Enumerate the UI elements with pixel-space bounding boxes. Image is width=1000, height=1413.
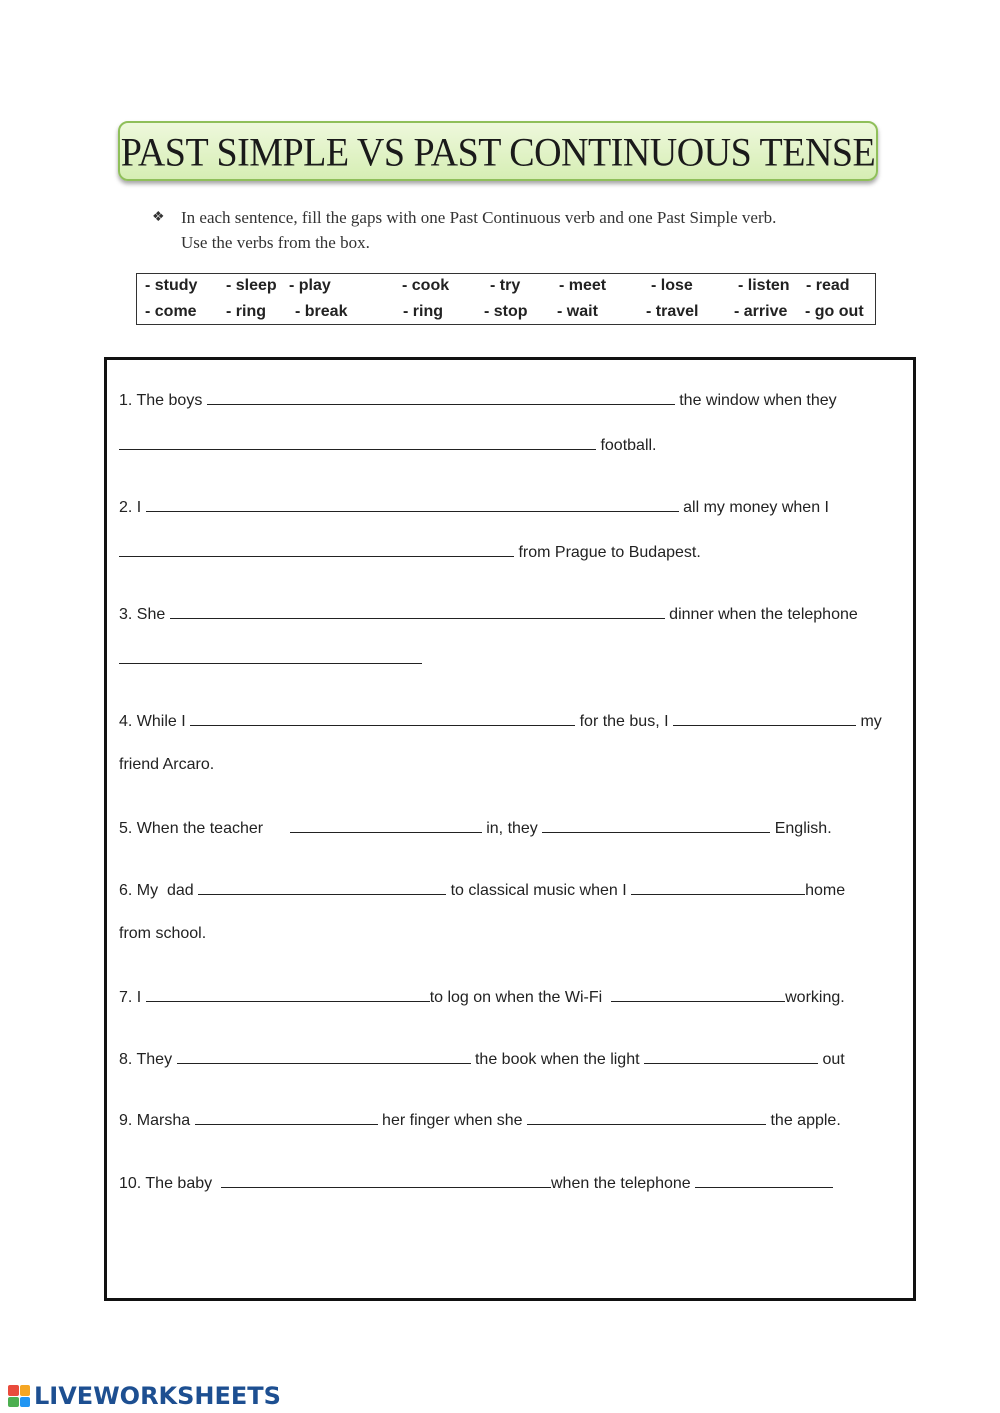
verb-item: - study	[145, 277, 198, 294]
exercise-6-line-2	[119, 925, 206, 943]
exercise-text: 7. I	[119, 989, 142, 1006]
verb-item: - ring	[226, 303, 266, 320]
exercise-text: when the telephone	[551, 1175, 691, 1192]
verb-box	[136, 273, 876, 325]
verb-item: - meet	[559, 277, 607, 294]
answer-blank[interactable]	[146, 987, 430, 1002]
logo-square	[8, 1385, 19, 1396]
exercise-1-line-1	[119, 390, 837, 410]
exercise-4-line-1	[119, 711, 882, 731]
answer-blank[interactable]	[207, 390, 675, 405]
answer-blank[interactable]	[119, 649, 422, 664]
title-banner	[118, 121, 878, 181]
answer-blank[interactable]	[190, 711, 575, 726]
answer-blank[interactable]	[195, 1110, 378, 1125]
exercise-text: the book when the light	[474, 1051, 640, 1068]
verb-item: - go out	[805, 303, 864, 320]
liveworksheets-logo[interactable]	[8, 1381, 281, 1411]
exercise-text: to classical music when I	[450, 882, 627, 899]
exercise-text: 1. The boys	[119, 392, 203, 409]
exercise-6-line-1	[119, 880, 845, 900]
exercise-text: my	[860, 713, 882, 730]
answer-blank[interactable]	[631, 880, 805, 895]
worksheet-title: PAST SIMPLE VS PAST CONTINUOUS TENSE	[120, 130, 876, 176]
verb-item: - try	[490, 277, 521, 294]
exercise-text: dinner when the telephone	[669, 606, 858, 623]
exercise-text: in, they	[486, 820, 538, 837]
verb-item: - break	[295, 303, 348, 320]
answer-blank[interactable]	[119, 542, 514, 557]
exercise-7-line-1	[119, 987, 845, 1007]
exercise-3-line-2	[119, 649, 422, 669]
exercise-1-line-2	[119, 435, 657, 455]
exercise-text: English.	[774, 820, 832, 837]
exercise-text: 4. While I	[119, 713, 186, 730]
answer-blank[interactable]	[119, 435, 596, 450]
exercise-text: from school.	[119, 925, 207, 942]
logo-square	[20, 1385, 31, 1396]
logo-square	[20, 1397, 31, 1408]
verb-item: - ring	[403, 303, 443, 320]
instructions	[152, 205, 872, 255]
exercise-text: out	[822, 1051, 845, 1068]
verb-item: - sleep	[226, 277, 277, 294]
answer-blank[interactable]	[644, 1049, 818, 1064]
exercise-text: 2. I	[119, 499, 142, 516]
verb-item: - cook	[402, 277, 450, 294]
exercise-text: to log on when the Wi-Fi	[429, 989, 603, 1006]
verb-item: - play	[289, 277, 331, 294]
exercise-text: 3. She	[119, 606, 166, 623]
exercise-text: her finger when she	[382, 1112, 523, 1129]
answer-blank[interactable]	[527, 1110, 766, 1125]
verb-item: - come	[145, 303, 197, 320]
instruction-line-2: Use the verbs from the box.	[181, 233, 370, 252]
answer-blank[interactable]	[177, 1049, 471, 1064]
exercise-text: the apple.	[770, 1112, 841, 1129]
exercise-text: friend Arcaro.	[119, 756, 215, 773]
instruction-line-1: In each sentence, fill the gaps with one Past Continuous verb and one Past Simple verb.	[181, 208, 777, 227]
exercise-4-line-2	[119, 756, 214, 774]
verb-item: - lose	[651, 277, 693, 294]
exercise-10-line-1	[119, 1173, 833, 1193]
exercise-text: working.	[785, 989, 845, 1006]
answer-blank[interactable]	[611, 987, 785, 1002]
verb-item: - listen	[738, 277, 790, 294]
answer-blank[interactable]	[146, 497, 679, 512]
answer-blank[interactable]	[542, 818, 770, 833]
diamond-bullet-icon: ❖	[152, 210, 165, 225]
exercise-text: from Prague to Budapest.	[518, 544, 701, 561]
answer-blank[interactable]	[673, 711, 856, 726]
exercise-8-line-1	[119, 1049, 845, 1069]
exercise-text: for the bus, I	[579, 713, 669, 730]
exercise-text: all my money when I	[683, 499, 829, 516]
liveworksheets-logo-icon	[8, 1385, 30, 1407]
logo-text: LIVEWORKSHEETS	[34, 1382, 281, 1410]
logo-square	[8, 1397, 19, 1408]
answer-blank[interactable]	[198, 880, 446, 895]
exercise-text: 8. They	[119, 1051, 173, 1068]
exercise-5-line-1	[119, 818, 832, 838]
verb-item: - stop	[484, 303, 528, 320]
exercise-text: 9. Marsha	[119, 1112, 191, 1129]
answer-blank[interactable]	[221, 1173, 551, 1188]
exercise-text: football.	[600, 437, 657, 454]
exercise-3-line-1	[119, 604, 858, 624]
exercise-text: 10. The baby	[119, 1175, 213, 1192]
answer-blank[interactable]	[695, 1173, 833, 1188]
exercise-9-line-1	[119, 1110, 841, 1130]
verb-item: - wait	[557, 303, 598, 320]
exercise-2-line-2	[119, 542, 701, 562]
verb-item: - travel	[646, 303, 699, 320]
answer-blank[interactable]	[170, 604, 665, 619]
exercise-text: 6. My dad	[119, 882, 194, 899]
exercise-text: home	[805, 882, 846, 899]
verb-item: - arrive	[734, 303, 788, 320]
exercise-text: the window when they	[679, 392, 837, 409]
exercise-text: 5. When the teacher	[119, 820, 264, 837]
answer-blank[interactable]	[290, 818, 482, 833]
verb-item: - read	[806, 277, 850, 294]
exercise-2-line-1	[119, 497, 829, 517]
